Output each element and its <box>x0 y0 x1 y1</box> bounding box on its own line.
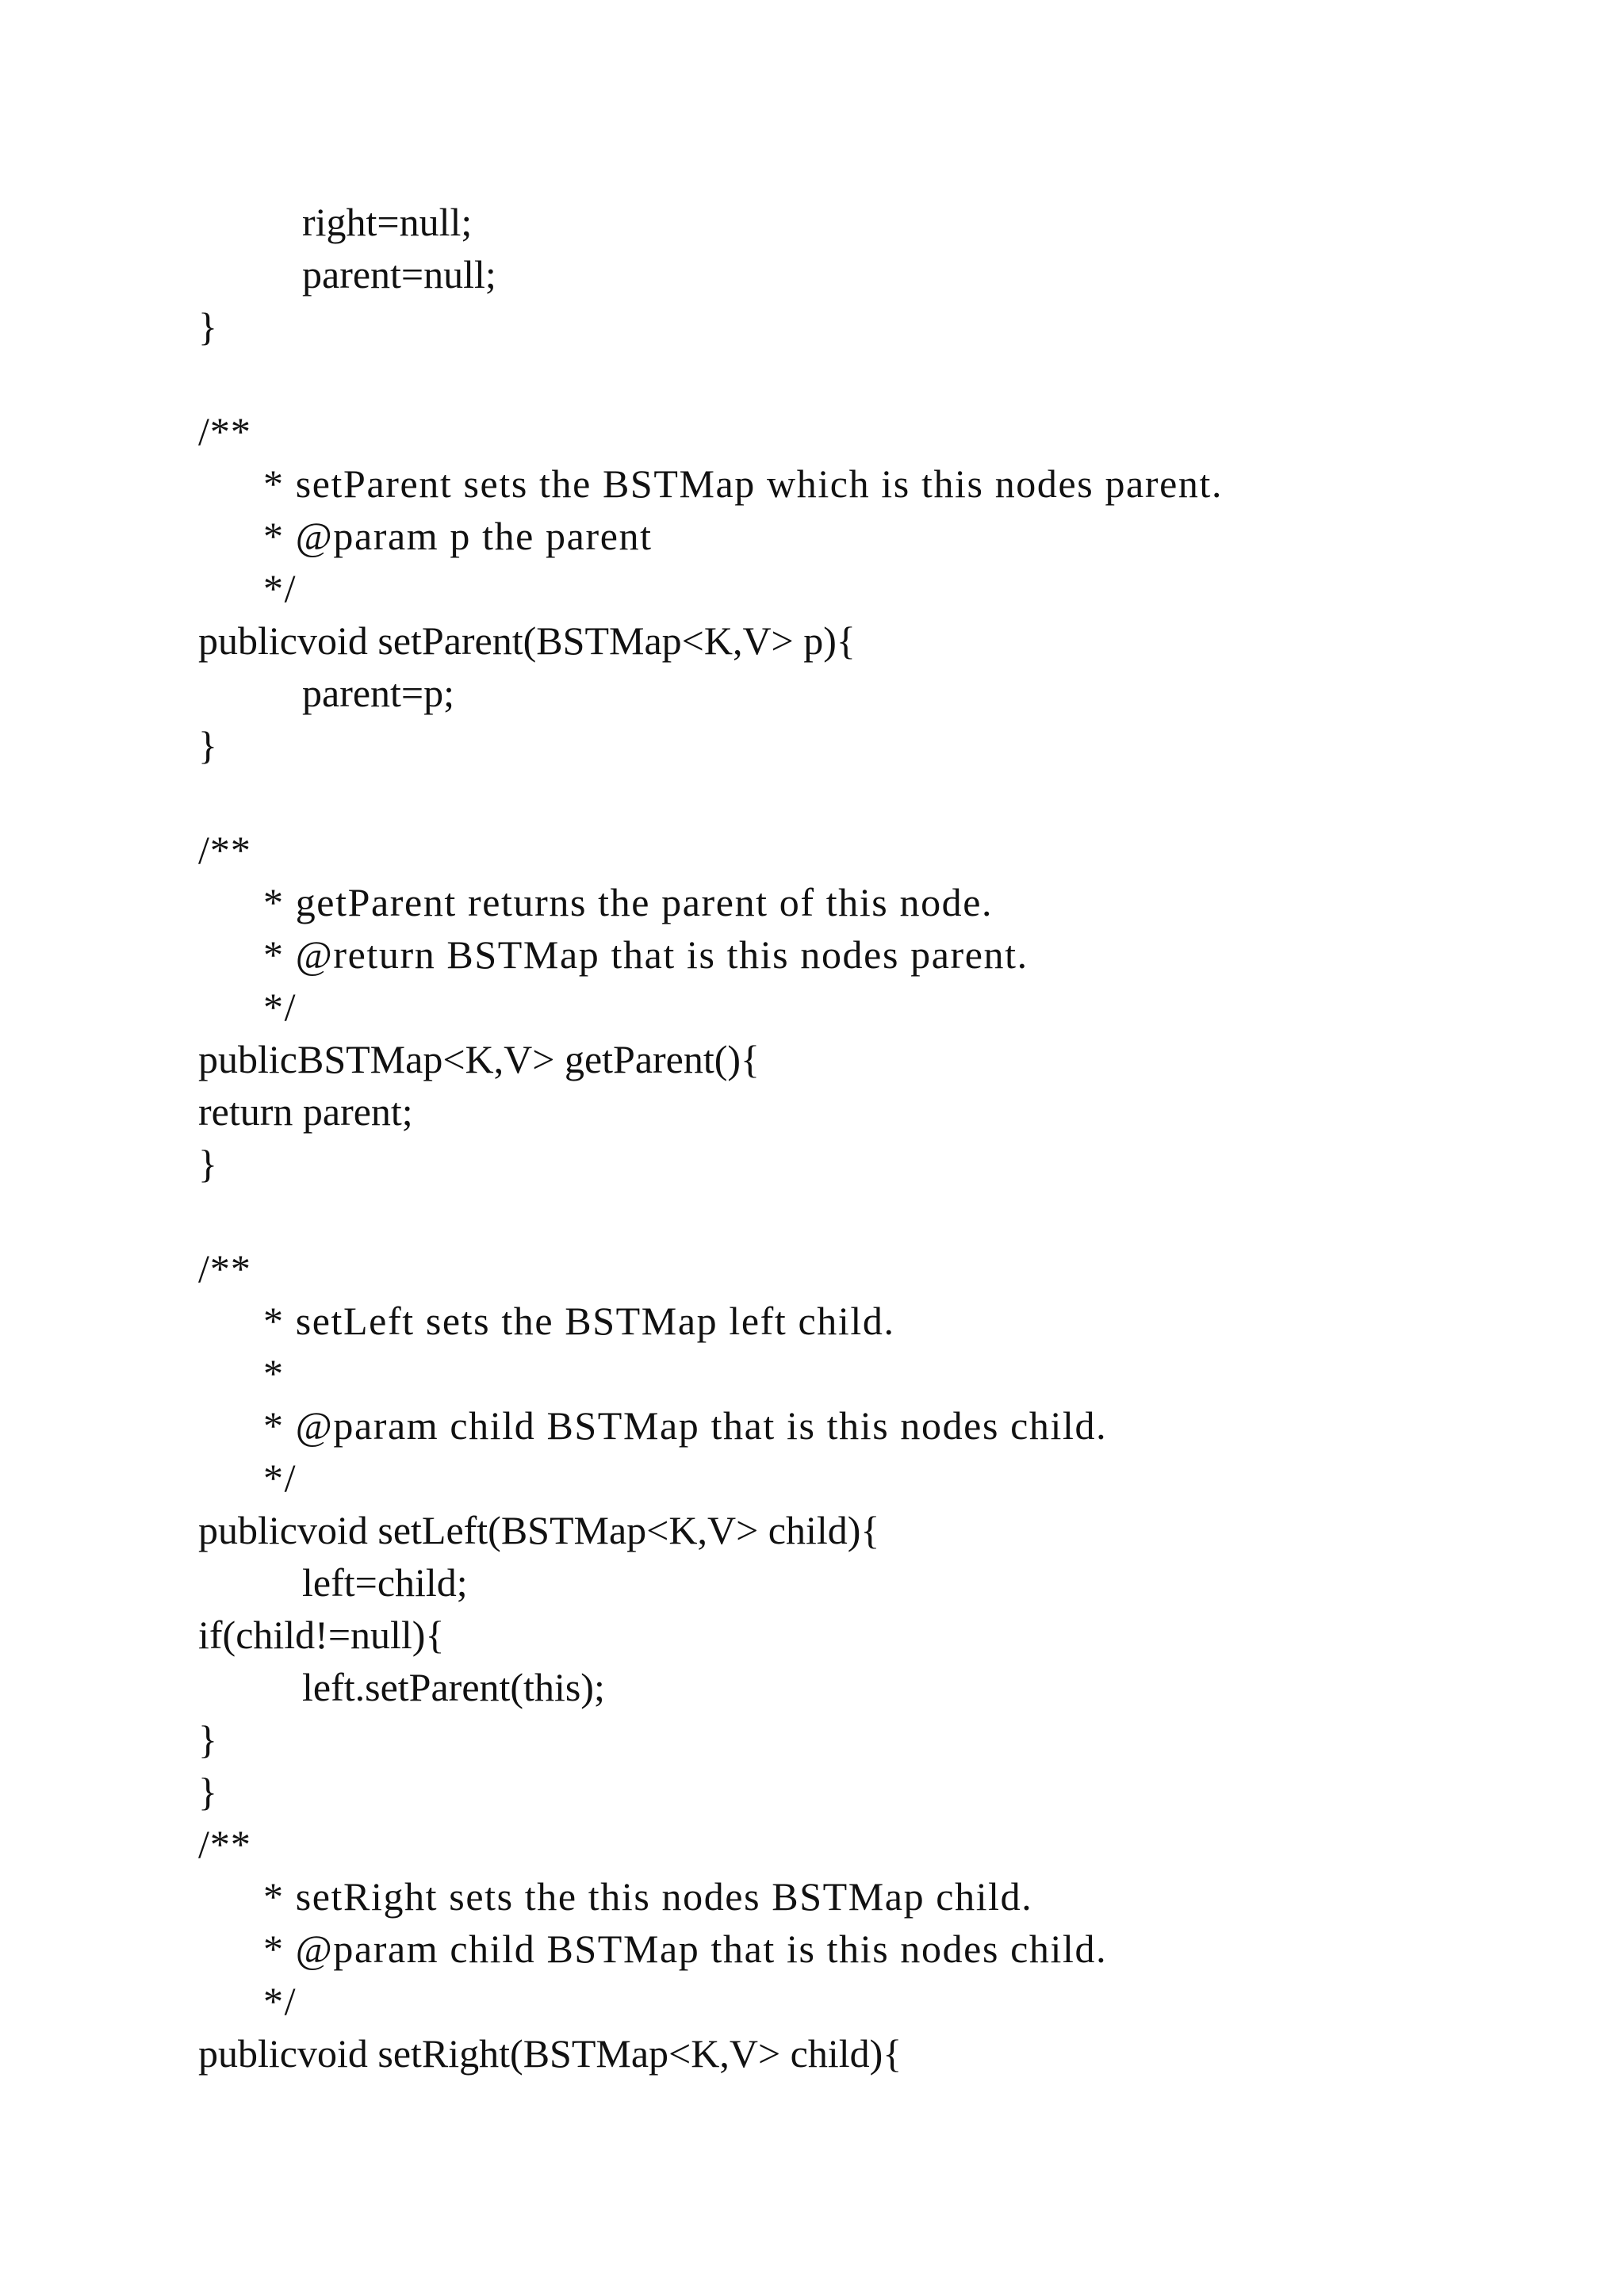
comment-line: */ <box>263 566 297 610</box>
comment-line: */ <box>263 985 297 1029</box>
comment-line: * @param child BSTMap that is this nodes child. <box>263 1403 1108 1448</box>
comment-line: * setLeft sets the BSTMap left child. <box>263 1299 895 1343</box>
code-line: publicvoid setParent(BSTMap<K,V> p){ <box>198 618 856 663</box>
comment-line: * @param child BSTMap that is this nodes child. <box>263 1927 1108 1971</box>
comment-line: * @param p the parent <box>263 514 653 558</box>
comment-line: */ <box>263 1456 297 1500</box>
comment-line: /** <box>198 1822 251 1866</box>
code-line: left=child; <box>302 1560 468 1605</box>
code-line: publicvoid setRight(BSTMap<K,V> child){ <box>198 2031 902 2076</box>
comment-line: * setParent sets the BSTMap which is this nodes parent. <box>263 461 1224 506</box>
code-line: } <box>198 1770 217 1814</box>
code-line: if(child!=null){ <box>198 1613 445 1657</box>
code-line: } <box>198 723 217 767</box>
code-line: } <box>198 1717 217 1762</box>
code-line: return parent; <box>198 1089 413 1134</box>
comment-line: * <box>263 1351 285 1395</box>
comment-line: /** <box>198 828 251 872</box>
code-line: parent=null; <box>302 252 496 297</box>
code-line: publicBSTMap<K,V> getParent(){ <box>198 1037 760 1081</box>
comment-line: * @return BSTMap that is this nodes parent. <box>263 932 1028 977</box>
comment-line: * getParent returns the parent of this node. <box>263 880 994 924</box>
code-line: left.setParent(this); <box>302 1665 605 1709</box>
code-line: right=null; <box>302 200 473 244</box>
comment-line: /** <box>198 409 251 453</box>
code-line: } <box>198 1142 217 1186</box>
code-line: } <box>198 304 217 349</box>
comment-line: */ <box>263 1979 297 2023</box>
code-line: publicvoid setLeft(BSTMap<K,V> child){ <box>198 1508 880 1552</box>
comment-line: * setRight sets the this nodes BSTMap child. <box>263 1874 1033 1919</box>
comment-line: /** <box>198 1246 251 1291</box>
code-line: parent=p; <box>302 671 455 715</box>
